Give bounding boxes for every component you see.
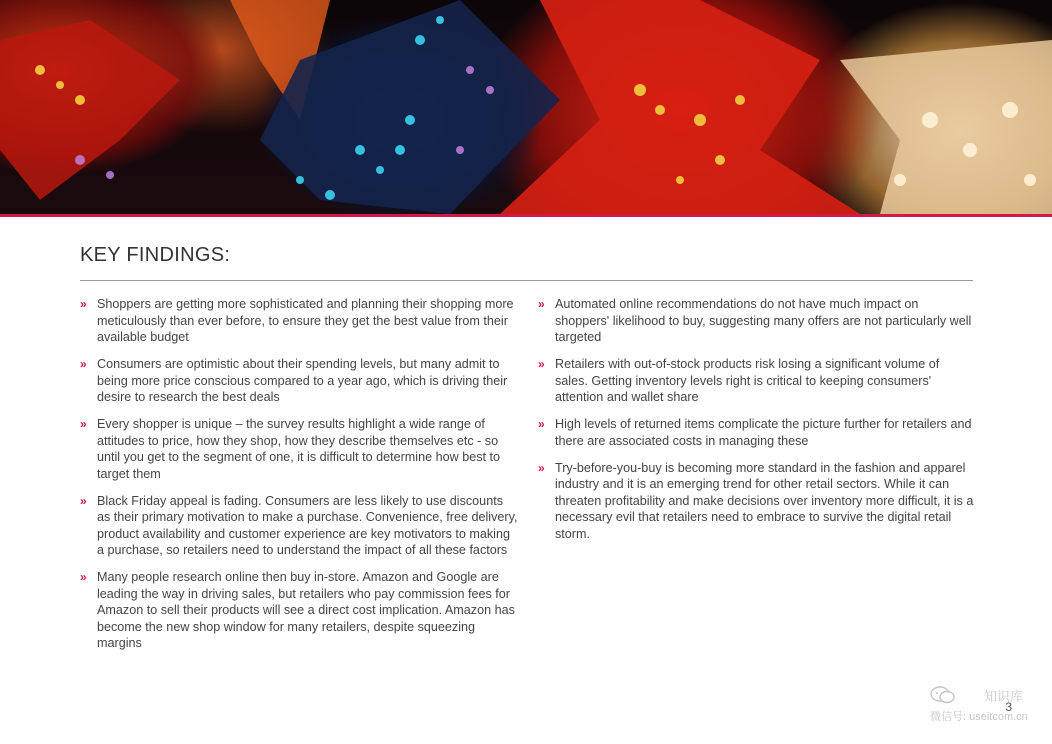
list-item xyxy=(80,356,518,406)
findings-list-right xyxy=(538,296,974,553)
finding-text: Consumers are optimistic about their spending levels, but many admit to being more price conscious compared to a year ago, which is driving their desire to research the best deals xyxy=(97,357,508,404)
chevron-bullet-icon: » xyxy=(538,460,545,475)
chevron-bullet-icon: » xyxy=(80,357,87,371)
chevron-bullet-icon: » xyxy=(80,493,87,508)
lantern-decoration xyxy=(0,0,1052,214)
chevron-bullet-icon: » xyxy=(80,570,87,584)
finding-text: Shoppers are getting more sophisticated and planning their shopping more meticulously than ever before, to ensure they get the best value from their available budget xyxy=(97,297,514,344)
list-item xyxy=(80,416,518,482)
list-item xyxy=(80,569,518,652)
page-title: KEY FINDINGS: xyxy=(80,244,231,266)
list-item xyxy=(538,296,974,346)
list-item xyxy=(538,356,974,406)
title-divider xyxy=(80,280,973,281)
page-number: 3 xyxy=(1005,700,1012,714)
list-item xyxy=(538,416,974,449)
header-image xyxy=(0,0,1052,214)
chevron-bullet-icon: » xyxy=(538,357,545,371)
finding-text: Black Friday appeal is fading. Consumers are less likely to use discounts as their primary motivation to make a purchase. Convenience, free delivery, product availability and customer experience are key motivators to making a purchase, so retailers need to understand the impact of all these factors xyxy=(97,493,518,557)
findings-list-left xyxy=(80,296,518,662)
chevron-bullet-icon: » xyxy=(538,297,545,311)
chevron-bullet-icon: » xyxy=(80,417,87,431)
finding-text: Automated online recommendations do not have much impact on shoppers' likelihood to buy, suggesting many offers are not particularly well targeted xyxy=(555,297,972,344)
finding-text: Every shopper is unique – the survey results highlight a wide range of attitudes to price, how they shop, how they describe themselves etc - so until you get to the segment of one, it is difficult to determine how best to target them xyxy=(97,417,500,481)
finding-text: Many people research online then buy in-store. Amazon and Google are leading the way in driving sales, but retailers who pay commission fees for Amazon to sell their products will see a direct cost implication. Amazon has become the new shop window for many retailers, despite squeezing margins xyxy=(97,570,515,650)
watermark-subtitle: 微信号: useitcom.cn xyxy=(930,711,1028,723)
list-item xyxy=(80,493,518,559)
chevron-bullet-icon: » xyxy=(538,417,545,431)
finding-text: Try-before-you-buy is becoming more standard in the fashion and apparel industry and it is an emerging trend for other retail sectors. While it can threaten profitability and make decisions over inventory more difficult, it is a necessary evil that retailers need to embrace to survive the digital retail storm. xyxy=(555,460,974,541)
header-accent-stripe xyxy=(0,214,1052,217)
watermark-title: 知识库 xyxy=(984,689,1024,704)
chevron-bullet-icon: » xyxy=(80,297,87,311)
finding-text: High levels of returned items complicate the picture further for retailers and there are associated costs in managing these xyxy=(555,417,972,448)
list-item xyxy=(80,296,518,346)
watermark xyxy=(930,686,1042,726)
wechat-icon xyxy=(930,686,956,704)
finding-text: Retailers with out-of-stock products risk losing a significant volume of sales. Getting inventory levels right is critical to keeping consumers' attention and wallet share xyxy=(555,357,940,404)
list-item xyxy=(538,460,974,543)
